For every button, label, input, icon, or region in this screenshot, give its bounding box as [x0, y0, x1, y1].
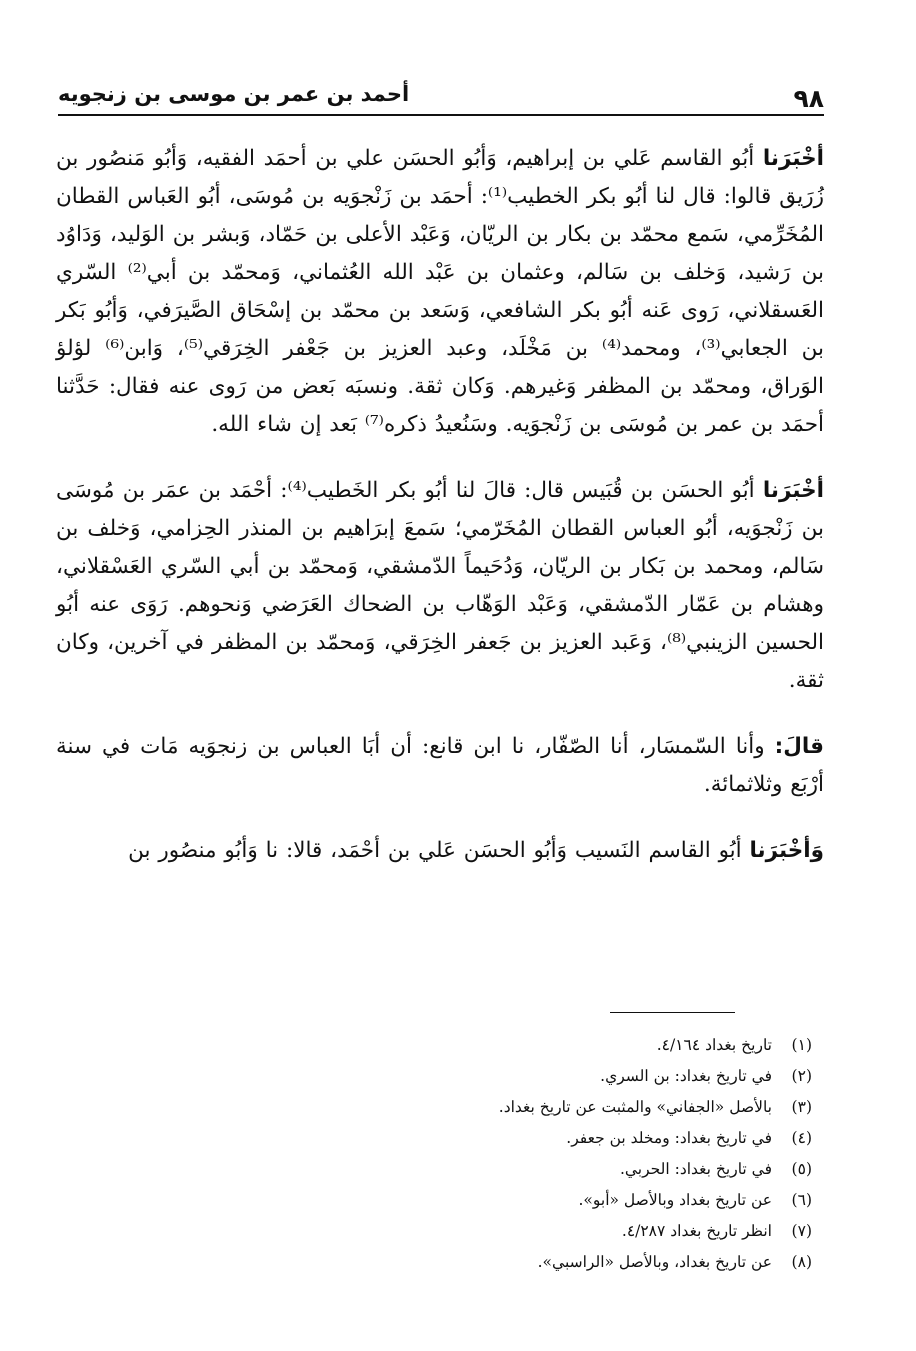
paragraph-text: أبُو القاسم عَلي بن إبراهيم، وَأبُو الحسَن علي بن أحمَد الفقيه، وَأبُو مَنصُور بن زُرَيق قالوا: قال لنا أبُو بكر الخطيب⁽¹⁾: أحمَد بن زَنْجوَيه بن مُوسَى، أبُو العَباس القطان المُخَرِّمي، سَمع محمّد بن بكار بن الريّان، وَعَبْد الأعلى بن حَمّاد، وَبشر بن الوَليد، وَدَاوُد بن رَشيد، وَخلف بن سَالم، وعثمان بن عَبْد الله العُثماني، وَمحمّد بن أبي⁽²⁾ السّري العَسقلاني، رَوى عَنه أبُو بكر الشافعي، وَسَعد بن محمّد بن إسْحَاق الصَّيرَفي، وَأبُو بَكر بن الجعابي⁽³⁾، ومحمد⁽⁴⁾ بن مَخْلَد، وعبد العزيز بن جَعْفر الخِرَقي⁽⁵⁾، وَابن⁽⁶⁾ لؤلؤ الوَراق، ومحمّد بن المظفر وَغيرهم. وَكان ثقة. ونسبَه بَعض من رَوى عنه فقال: حَدَّثنا أحمَد بن عمر بن مُوسَى بن زَنْجوَيه. وسَنُعيدُ ذكره⁽⁷⁾ بَعد إن شاء الله.: [56, 146, 825, 437]
paragraph-text: أبُو الحسَن بن قُبَيس قال: قالَ لنا أبُو بكر الخَطيب⁽⁴⁾: أحْمَد بن عمَر بن مُوسَى بن زَنْجوَيه، أبُو العباس القطان المُخَرّمي؛ سَمعَ إبرَاهيم بن المنذر الحِزامي، وَخلف بن سَالم، ومحمد بن بَكار بن الريّان، وَدُحَيماً الدّمشقي، وَمحمّد بن أبي السّري العَسْقلاني، وهشام بن عَمّار الدّمشقي، وَعَبْد الوَهّاب بن الضحاك العَرَضي وَنحوهم. رَوَى عنه أبُو الحسين الزينبي⁽⁸⁾، وَعَبد العزيز بن جَعفر الخِرَقي، وَمحمّد بن المظفر في آخرين، وكان ثقة.: [56, 478, 824, 693]
footnote: [212, 1216, 812, 1247]
paragraph: [56, 140, 824, 444]
footnote: [212, 1247, 812, 1278]
footnote: [212, 1030, 812, 1061]
footnote: [212, 1092, 812, 1123]
header-rule: [58, 114, 824, 116]
footnote-number: (٦): [791, 1191, 812, 1209]
footnotes-list: [212, 1030, 812, 1278]
paragraph: [56, 728, 824, 804]
footnote-text: في تاريخ بغداد: بن السري.: [600, 1067, 772, 1085]
footnote-text: بالأصل «الجفاني» والمثبت عن تاريخ بغداد.: [498, 1098, 772, 1116]
footnote: [212, 1123, 812, 1154]
paragraph-lead-word: أخْبَرَنا: [762, 146, 824, 171]
footnote: [212, 1061, 812, 1092]
paragraph: [56, 472, 824, 700]
footnote-number: (١): [791, 1036, 812, 1054]
footnote-text: انظر تاريخ بغداد ٤/٢٨٧.: [621, 1222, 772, 1240]
running-title: أحمد بن عمر بن موسى بن زنجويه: [58, 82, 410, 106]
footnote-number: (٨): [791, 1253, 812, 1271]
paragraph-lead-word: وَأخْبَرَنا: [749, 838, 824, 863]
footnote-text: في تاريخ بغداد: ومخلد بن جعفر.: [566, 1129, 772, 1147]
paragraph-lead-word: قالَ:: [774, 734, 824, 759]
page-header: [58, 70, 824, 116]
page-number: ٩٨: [793, 84, 824, 113]
footnote: [212, 1154, 812, 1185]
footnote-text: في تاريخ بغداد: الحربي.: [619, 1160, 772, 1178]
footnote-text: عن تاريخ بغداد وبالأصل «أبو».: [578, 1191, 772, 1209]
footnote-text: تاريخ بغداد ٤/١٦٤.: [656, 1036, 772, 1054]
paragraph: [56, 832, 824, 870]
footnote: [212, 1185, 812, 1216]
footnote-number: (٣): [791, 1098, 812, 1116]
footnote-separator: [610, 1012, 735, 1013]
footnote-number: (٢): [791, 1067, 812, 1085]
footnote-number: (٤): [791, 1129, 812, 1147]
paragraph-text: وأنا السّمسَار، أنا الصّفّار، نا ابن قانع: أن أبَا العباس بن زنجوَيه مَات في سنة أرْبَع وثلاثمائة.: [56, 734, 824, 797]
main-text: [56, 140, 824, 898]
footnote-number: (٧): [791, 1222, 812, 1240]
paragraph-text: أبُو القاسم النَسيب وَأبُو الحسَن عَلي بن أحْمَد، قالا: نا وَأبُو منصُور بن: [128, 838, 750, 863]
paragraph-lead-word: أخْبَرَنا: [762, 478, 824, 503]
footnote-number: (٥): [791, 1160, 812, 1178]
footnote-text: عن تاريخ بغداد، وبالأصل «الراسبي».: [537, 1253, 772, 1271]
